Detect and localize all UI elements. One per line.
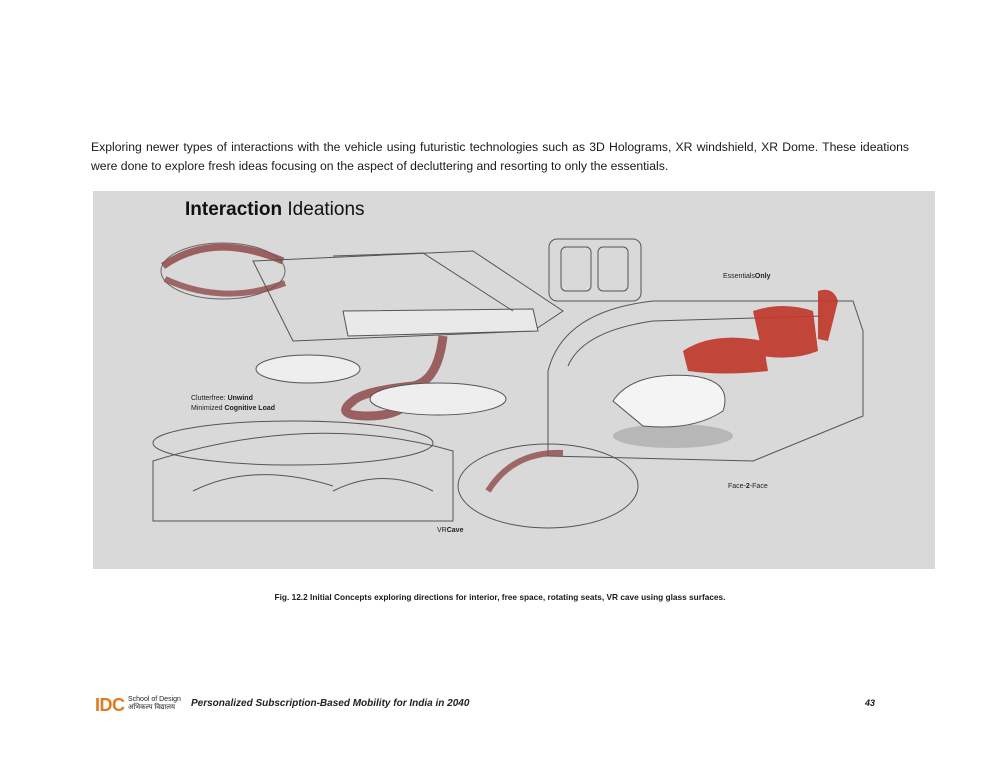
label-face-prefix: Face- bbox=[728, 483, 746, 490]
label-essentials-only bbox=[723, 273, 770, 280]
page-number: 43 bbox=[864, 698, 875, 708]
label-vr-prefix: VR bbox=[437, 527, 447, 534]
label-clutterfree-bold: Unwind bbox=[227, 395, 253, 402]
idc-logo: IDC bbox=[95, 695, 125, 715]
figure-caption: Fig. 12.2 Initial Concepts exploring directions for interior, free space, rotating seats, VR cave using glass surfaces. bbox=[274, 592, 726, 602]
label-vr-bold: Cave bbox=[446, 527, 464, 534]
sketch-illustration bbox=[93, 191, 935, 569]
label-cognitive-load bbox=[191, 405, 275, 412]
figure-title bbox=[185, 199, 365, 221]
label-cognitive-bold: Cognitive Load bbox=[224, 405, 276, 412]
page-footer bbox=[95, 695, 885, 715]
label-essentials-prefix: Essentials bbox=[723, 273, 755, 280]
label-face-suffix: -Face bbox=[749, 483, 768, 490]
logo-line-1: School of Design bbox=[128, 696, 181, 703]
label-face-bold: 2 bbox=[745, 483, 750, 490]
figure-title-regular: Ideations bbox=[287, 199, 365, 220]
label-clutterfree-prefix: Clutterfree: bbox=[191, 395, 228, 402]
interaction-ideations-figure bbox=[93, 191, 935, 569]
intro-paragraph: Exploring newer types of interactions with the vehicle using futuristic technologies such as 3D Holograms, XR windshield, XR Dome. These ideations were done to explore fresh ideas focusing on the aspect of decluttering and resorting to only the essentials. bbox=[91, 140, 909, 173]
logo-line-2: अभिकल्प विद्यालय bbox=[128, 704, 176, 711]
label-vr-cave bbox=[437, 527, 463, 534]
figure-title-bold: Interaction bbox=[185, 199, 283, 220]
idc-logo-text bbox=[128, 696, 181, 712]
label-cognitive-prefix: Minimized bbox=[191, 405, 225, 412]
label-essentials-bold: Only bbox=[754, 273, 771, 280]
label-clutterfree bbox=[191, 395, 253, 402]
document-title: Personalized Subscription-Based Mobility for India in 2040 bbox=[191, 698, 470, 709]
label-face-2-face bbox=[728, 483, 768, 490]
